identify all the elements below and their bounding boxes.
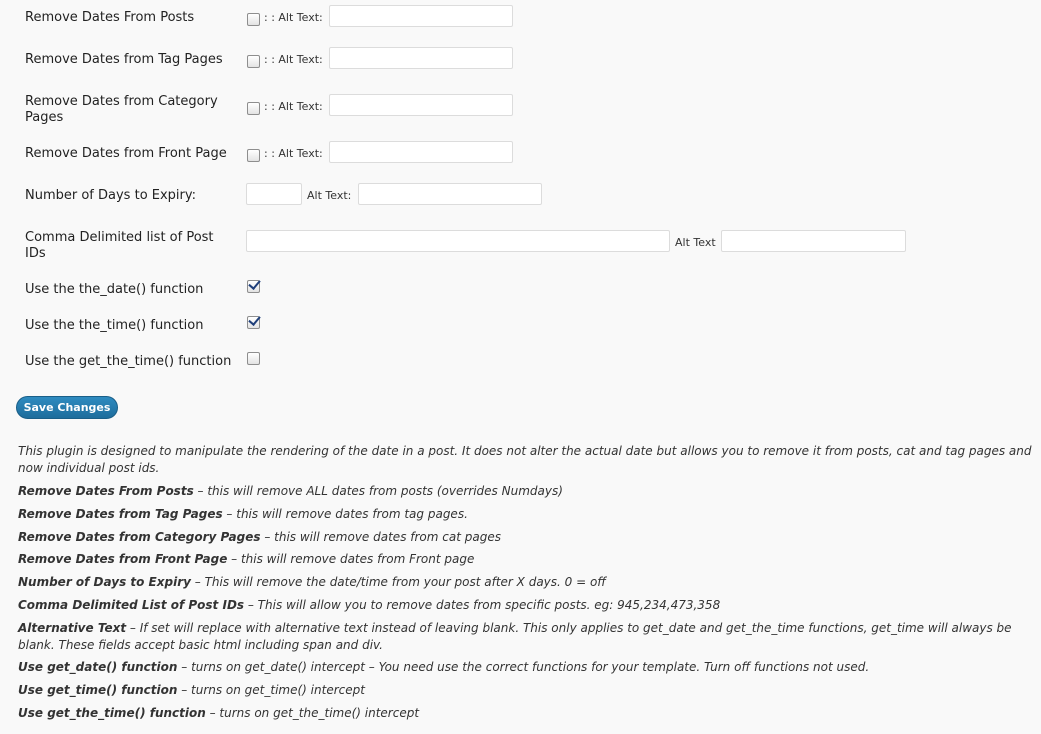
expiry-label: Number of Days to Expiry: [25,188,197,203]
help-item [18,483,1033,500]
use-time-label: Use the the_time() function [25,318,204,333]
help-desc: – If set will replace with alternative text instead of leaving blank. This only applies to get_date and get_the_time functions, get_time will always be blank. These fields accept basic html including span and div. [18,621,1012,652]
help-term: Remove Dates from Category Pages [18,530,261,544]
help-desc: – this will remove dates from tag pages. [222,507,468,521]
remove-posts-checkbox[interactable] [247,13,260,26]
remove-cat-label: Remove Dates from Category Pages [25,94,218,125]
expiry-days-input[interactable] [246,183,302,205]
help-item [18,705,1033,722]
save-changes-button[interactable]: Save Changes [16,396,118,419]
help-term: Remove Dates from Tag Pages [18,507,223,521]
help-desc: – this will remove dates from cat pages [260,530,501,544]
help-desc: – This will remove the date/time from your post after X days. 0 = off [190,575,606,589]
help-desc: – this will remove dates from Front page [227,552,475,566]
expiry-alt-input[interactable] [358,183,542,205]
use-date-label: Use the the_date() function [25,282,204,297]
remove-cat-alt-input[interactable] [329,94,513,116]
help-term: Use get_time() function [18,683,178,697]
remove-posts-alt-label: : : Alt Text: [264,11,323,24]
help-item [18,574,1033,591]
help-term: Use get_date() function [18,660,178,674]
help-desc: – turns on get_time() intercept [177,683,365,697]
help-item [18,529,1033,546]
post-ids-alt-input[interactable] [721,230,906,252]
remove-posts-alt-input[interactable] [329,5,513,27]
help-term: Remove Dates From Posts [18,484,194,498]
help-desc: – This will allow you to remove dates from specific posts. eg: 945,234,473,358 [244,598,721,612]
help-term: Alternative Text [18,621,127,635]
help-term: Remove Dates from Front Page [18,552,228,566]
help-term: Comma Delimited List of Post IDs [18,598,245,612]
remove-front-checkbox[interactable] [247,149,260,162]
remove-front-alt-label: : : Alt Text: [264,147,323,160]
help-term: Number of Days to Expiry [18,575,191,589]
remove-cat-checkbox[interactable] [247,102,260,115]
help-item [18,620,1033,654]
use-get-the-time-checkbox[interactable] [247,352,260,365]
remove-tag-label: Remove Dates from Tag Pages [25,52,223,67]
remove-tag-checkbox[interactable] [247,55,260,68]
post-ids-alt-label: Alt Text [675,236,716,249]
help-item [18,659,1033,676]
help-item [18,597,1033,614]
remove-tag-alt-label: : : Alt Text: [264,53,323,66]
remove-front-label: Remove Dates from Front Page [25,146,227,161]
help-term: Use get_the_time() function [18,706,206,720]
help-item [18,506,1033,523]
remove-tag-alt-input[interactable] [329,47,513,69]
remove-posts-label: Remove Dates From Posts [25,10,195,25]
use-date-checkbox[interactable] [247,280,260,293]
help-desc: – turns on get_date() intercept – You need use the correct functions for your template. Turn off functions not used. [177,660,870,674]
help-desc: – turns on get_the_time() intercept [205,706,420,720]
expiry-alt-label: Alt Text: [307,189,352,202]
remove-cat-alt-label: : : Alt Text: [264,100,323,113]
post-ids-input[interactable] [246,230,670,252]
help-intro: This plugin is designed to manipulate the rendering of the date in a post. It does not alter the actual date but allows you to remove it from posts, cat and tag pages and now individual post ids. [18,444,1032,475]
remove-front-alt-input[interactable] [329,141,513,163]
post-ids-label: Comma Delimited list of Post IDs [25,230,214,261]
help-item [18,682,1033,699]
help-desc: – this will remove ALL dates from posts (overrides Numdays) [193,484,563,498]
help-item [18,551,1033,568]
use-time-checkbox[interactable] [247,316,260,329]
use-get-the-time-label: Use the get_the_time() function [25,354,232,369]
